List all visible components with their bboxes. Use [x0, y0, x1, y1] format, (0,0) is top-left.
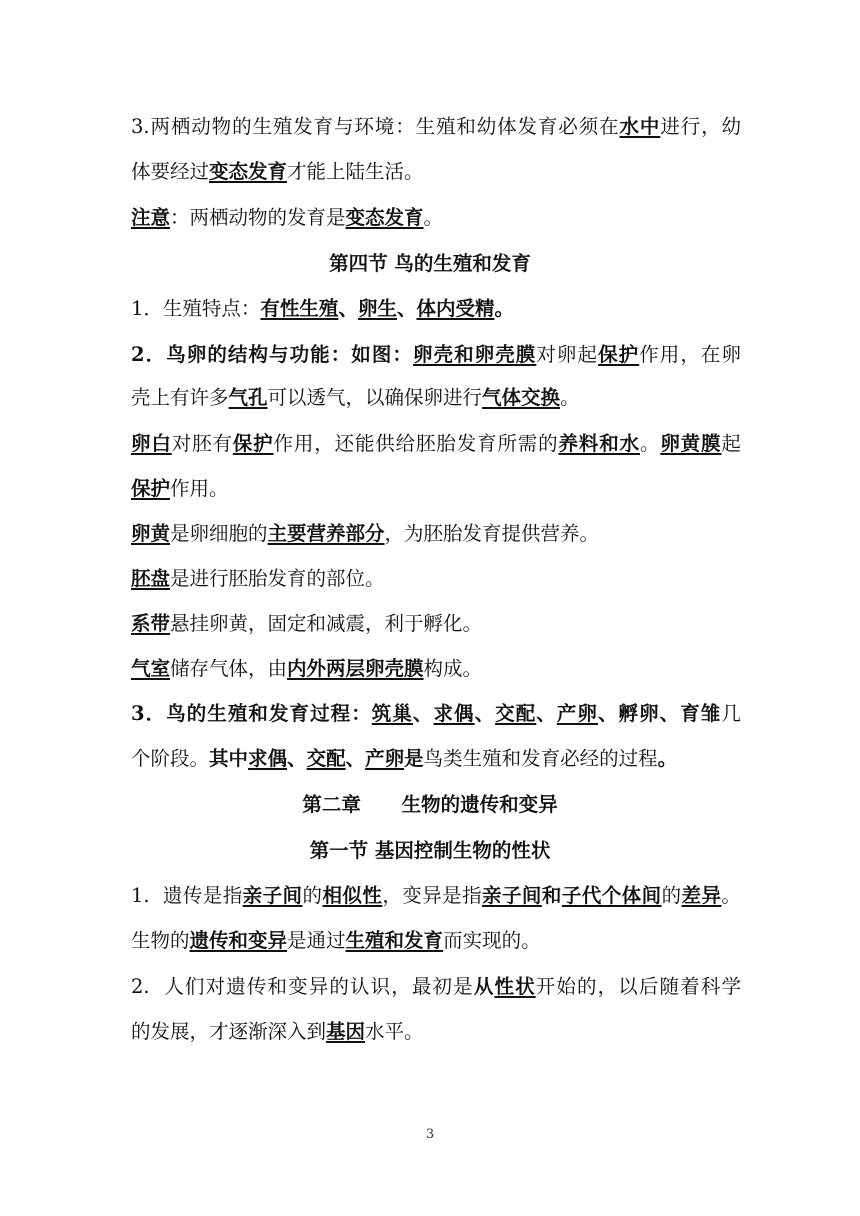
key-term: 子代个体间	[561, 884, 662, 907]
text-run: 壳上有许多	[131, 386, 229, 409]
section-4-heading: 第四节 鸟的生殖和发育	[329, 252, 531, 275]
item-3-line-2	[131, 745, 741, 773]
key-term: 产卵	[365, 747, 405, 770]
text-run: 。	[721, 884, 741, 907]
text-run: 的发展，才逐渐深入到	[131, 1020, 327, 1043]
key-term: 有性生殖	[260, 297, 339, 320]
key-term: 卵壳和卵壳膜	[412, 343, 537, 366]
text-run: 。	[423, 206, 444, 229]
chalaza-line	[131, 610, 741, 638]
item-2-line-2	[131, 384, 741, 412]
note-line	[131, 204, 741, 232]
key-term: 系带	[131, 612, 171, 635]
text-run: 对卵起	[536, 343, 599, 366]
text-run: 是卵细胞的	[170, 522, 268, 545]
text-run: 可以透气，以确保卵进行	[267, 386, 483, 409]
text-run: 。	[494, 297, 515, 320]
key-term: 求偶	[433, 702, 475, 725]
section-1-heading: 第一节 基因控制生物的性状	[309, 839, 551, 862]
key-term: 保护	[131, 477, 171, 500]
key-term: 生殖和发育	[345, 929, 444, 952]
text-run: 育雏	[680, 702, 722, 725]
text-run: 个阶段。	[131, 747, 210, 770]
key-term: 内外两层卵壳膜	[287, 657, 424, 680]
text-run: 开始的，以后随着科学	[535, 975, 741, 998]
text-run: 进行，幼	[660, 115, 741, 138]
key-term: 卵黄	[131, 522, 171, 545]
text-run: 鸟类生殖和发育必经的过程	[423, 747, 658, 770]
blastodisc-line	[131, 565, 741, 593]
text-run: 、	[659, 702, 681, 725]
key-term: 交配	[306, 747, 346, 770]
key-term: 亲子间	[242, 884, 303, 907]
key-term: 卵白	[131, 432, 172, 455]
text-run: ，为胚胎发育提供营养。	[384, 522, 600, 545]
key-term: 保护	[598, 343, 640, 366]
key-term: 差异	[681, 884, 722, 907]
text-run: ：两栖动物的发育是	[170, 206, 346, 229]
text-run: 、	[396, 297, 417, 320]
key-term: 遗传和变异	[189, 929, 288, 952]
item-1-line	[131, 295, 741, 323]
key-term: 变态发育	[209, 160, 288, 183]
text-run: 水平。	[365, 1020, 424, 1043]
key-term: 产卵	[556, 702, 598, 725]
recognition-line-2	[131, 1018, 741, 1046]
chapter-2-heading	[0, 791, 860, 819]
heredity-line-2	[131, 927, 741, 955]
text-run: 。	[560, 386, 580, 409]
text-run: 1．生殖特点：	[131, 297, 261, 320]
key-term: 气室	[131, 657, 171, 680]
text-run: 的	[661, 884, 682, 907]
text-run: 3．鸟的生殖和发育过程：	[131, 702, 372, 725]
text-run: 、	[474, 702, 496, 725]
key-term: 亲子间	[482, 884, 542, 907]
text-run: 体要经过	[131, 160, 210, 183]
text-run: 。	[639, 432, 661, 455]
text-run: 几	[721, 702, 741, 725]
albumen-line-1	[131, 430, 741, 458]
text-run: 作用，还能供给胚胎发育所需的	[273, 432, 559, 455]
key-term: 保护	[232, 432, 274, 455]
text-run: 生物的	[131, 929, 190, 952]
key-term: 体内受精	[416, 297, 495, 320]
key-term: 胚盘	[131, 567, 171, 590]
key-term: 筑巢	[371, 702, 413, 725]
text-run: 作用。	[170, 477, 229, 500]
text-run: 、	[345, 747, 366, 770]
key-term: 基因	[326, 1020, 366, 1043]
item-2-line-1	[131, 341, 741, 369]
yolk-line	[131, 520, 741, 548]
text-run: 对胚有	[171, 432, 233, 455]
key-term: 水中	[619, 115, 661, 138]
text-run: 构成。	[423, 657, 483, 680]
key-term: 相似性	[322, 884, 383, 907]
text-run: 。	[657, 747, 678, 770]
note-label: 注意	[131, 206, 171, 229]
text-run: 、	[412, 702, 434, 725]
key-term: 气孔	[228, 386, 268, 409]
key-term: 变态发育	[345, 206, 424, 229]
text-run: 、	[536, 702, 557, 725]
text-run: 是	[404, 747, 424, 770]
air-cell-line	[131, 655, 741, 683]
key-term: 卵黄膜	[660, 432, 722, 455]
text-run: 的	[302, 884, 323, 907]
recognition-line-1	[131, 973, 741, 1001]
key-term: 养料和水	[558, 432, 640, 455]
item-3-line-1	[131, 700, 741, 728]
key-term: 气体交换	[482, 386, 561, 409]
key-term: 主要营养部分	[267, 522, 385, 545]
text-run: 孵卵	[618, 702, 660, 725]
text-run: 和	[541, 884, 562, 907]
key-term: 性状	[494, 975, 536, 998]
key-term: 交配	[495, 702, 537, 725]
amphibian-line-2	[131, 158, 741, 186]
albumen-line-2	[131, 475, 741, 503]
text-run: 其中	[209, 747, 249, 770]
text-run: 储存气体，由	[170, 657, 288, 680]
text-run: 1. 遗传是指	[131, 884, 243, 907]
text-run: 才能上陆生活。	[287, 160, 424, 183]
key-term: 求偶	[248, 747, 288, 770]
text-run: 从	[473, 975, 495, 998]
text-run: 、	[287, 747, 307, 770]
text-run: 3.两栖动物的生殖发育与环境：生殖和幼体发育必须在	[131, 115, 620, 138]
text-run: 是通过	[287, 929, 346, 952]
amphibian-line-1	[131, 113, 741, 141]
text-run: 起	[721, 432, 741, 455]
text-run: 、	[338, 297, 358, 320]
text-run: 悬挂卵黄，固定和减震，利于孵化。	[170, 612, 483, 635]
key-term: 卵生	[357, 297, 397, 320]
heredity-line-1	[131, 882, 741, 910]
text-run: 是进行胚胎发育的部位。	[170, 567, 385, 590]
text-run: ，变异是指	[382, 884, 483, 907]
text-run: 2. 人们对遗传和变异的认识，最初是	[131, 975, 474, 998]
text-run: 而实现的。	[443, 929, 541, 952]
text-run: 2．鸟卵的结构与功能：如图：	[131, 343, 413, 366]
page-number: 3	[425, 1127, 435, 1142]
chapter-title: 第二章 生物的遗传和变异	[302, 793, 558, 816]
text-run: 作用，在卵	[639, 343, 741, 366]
text-run: 、	[597, 702, 619, 725]
